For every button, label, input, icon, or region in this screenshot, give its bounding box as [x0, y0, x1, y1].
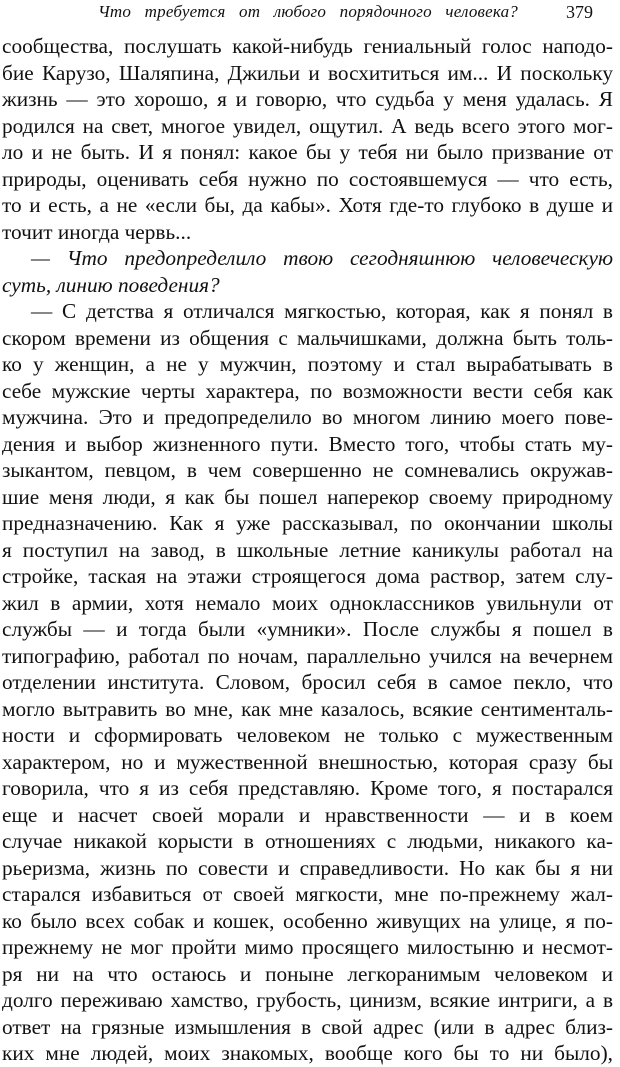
text-line: жил в армии, хотя немало моих одноклассников увильнули от [2, 590, 613, 615]
text-line: я поступил на завод, в школьные летние каникулы работал на [2, 537, 613, 562]
text-line: жизнь — это хорошо, я и говорю, что судьба у меня удалась. Я [2, 87, 613, 111]
running-title: Что требуется от любого порядочного человека? [98, 2, 518, 21]
text-line: типографию, работал по ночам, параллельно учился на вечернем [2, 643, 613, 668]
text-line: предназначению. Как я уже рассказывал, по окончании школы [2, 511, 613, 535]
text-line: ности и сформировать человеком не только с мужественным [2, 723, 613, 747]
text-line: ло и не быть. И я понял: какое бы у тебя ни было призвание от [2, 140, 613, 164]
paragraph [2, 298, 613, 1067]
paragraph [2, 245, 613, 298]
text-line: случае никакой корысти в отношениях с людьми, никакого ка- [2, 829, 613, 853]
text-line: стройке, таская на этажи строящегося дома раствор, затем слу- [2, 564, 613, 588]
text-line: бие Карузо, Шаляпина, Джильи и восхититься им... И поскольку [2, 60, 613, 85]
text-line: зыкантом, певцом, в чем совершенно не сомневались окружав- [2, 458, 613, 482]
text-line: ко у женщин, а не у мужчин, поэтому и стал вырабатывать в [2, 352, 613, 376]
text-line: характером, но и мужественной внешностью, которая сразу бы [2, 749, 613, 774]
text-line: говорила, что я из себя представляю. Кроме того, я постарался [2, 776, 613, 800]
text-line: то и есть, а не «если бы, да кабы». Хотя где-то глубоко в душе и [2, 193, 613, 217]
text-line: дения и выбор жизненного пути. Вместо того, чтобы стать му- [2, 431, 613, 456]
running-head [0, 2, 620, 24]
text-line: сообщества, послушать какой-нибудь гениальный голос наподо- [2, 34, 613, 58]
text-line: родился на свет, многое увидел, ощутил. А ведь всего этого мог- [2, 113, 613, 138]
text-line: рьеризма, жизнь по совести и справедливости. Но как бы я ни [2, 855, 613, 880]
text-line: могло вытравить во мне, как мне казалось, всякие сентименталь- [2, 696, 613, 721]
text-line: еще и насчет своей морали и нравственности — и в коем [2, 802, 613, 827]
body-text [2, 33, 613, 1067]
text-line: прежнему не мог пройти мимо просящего милостыню и несмот- [2, 935, 613, 959]
text-line: мужчина. Это и предопределило во многом линию моего пове- [2, 405, 613, 429]
text-line: скором времени из общения с мальчишками, должна быть толь- [2, 325, 613, 350]
text-line: службы — и тогда были «умники». После службы я пошел в [2, 617, 613, 641]
text-line: отделении института. Словом, бросил себя в самое пекло, что [2, 670, 613, 694]
text-line: ко было всех собак и кошек, особенно живущих на улице, я по- [2, 908, 613, 933]
text-line: долго переживаю хамство, грубость, цинизм, всякие интриги, а в [2, 988, 613, 1012]
text-line: суть, линию поведения? [2, 272, 220, 297]
text-line: точит иногда червь... [2, 219, 192, 244]
text-line: — С детства я отличался мягкостью, которая, как я понял в [31, 299, 613, 323]
text-line: природы, оценивать себя нужно по состоявшемуся — что есть, [2, 166, 613, 191]
text-line: себе мужские черты характера, по возможности вести себя как [2, 378, 613, 403]
paragraph [2, 33, 613, 245]
page-number: 379 [566, 2, 593, 22]
text-line: — Что предопределило твою сегодняшнюю человеческую [31, 246, 613, 270]
text-line: ответ на грязные измышления в свой адрес (или в адрес близ- [2, 1014, 613, 1039]
text-line: шие меня люди, я как бы пошел наперекор своему природному [2, 484, 613, 509]
text-line: ря ни на что остаюсь и поныне легкоранимым человеком и [2, 961, 613, 986]
text-line: старался избавиться от своей мягкости, мне по-прежнему жал- [2, 882, 613, 906]
text-line: ких мне людей, моих знакомых, вообще кого бы то ни было), [2, 1041, 613, 1065]
